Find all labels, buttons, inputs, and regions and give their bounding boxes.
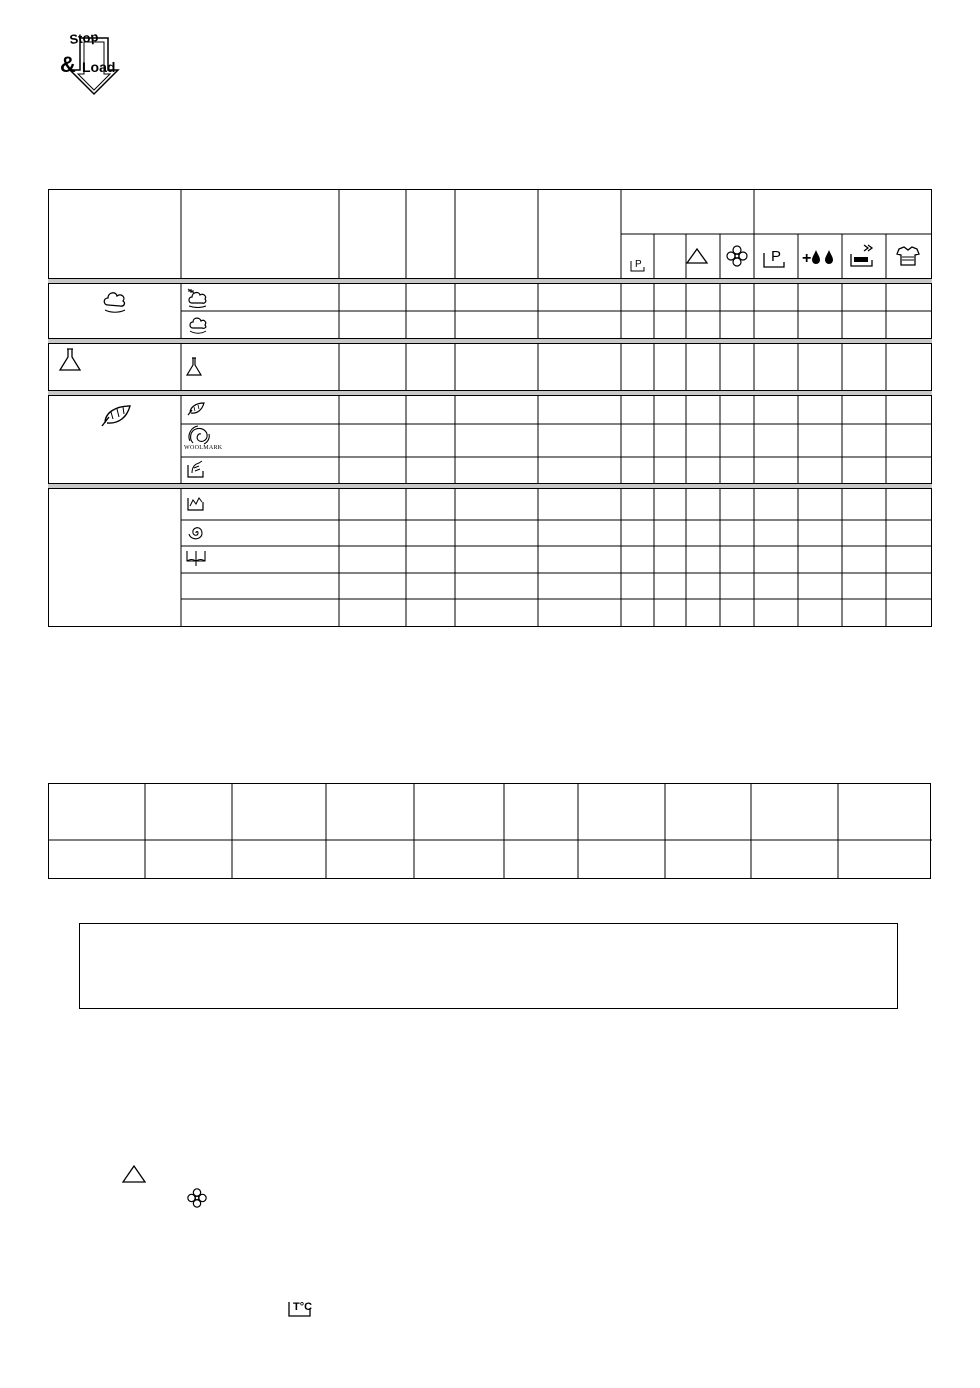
delicates-leaf-icon — [99, 403, 133, 429]
drain-icon — [185, 549, 207, 567]
temperature-label: T°C — [293, 1301, 313, 1313]
svg-text:+: + — [802, 250, 812, 267]
prewash-p-icon — [628, 253, 648, 275]
logo-text-amp: & — [60, 52, 76, 77]
spin-speed-table — [48, 783, 932, 880]
cotton-cloud-icon — [101, 287, 129, 315]
programme-table-grid — [48, 189, 932, 629]
cotton-icon — [188, 316, 208, 334]
logo-text-load: Load — [82, 59, 116, 75]
triangle-icon — [122, 1164, 146, 1184]
quick-wash-icon — [848, 242, 878, 268]
rinse-icon — [186, 492, 206, 512]
easy-iron-shirt-icon — [895, 245, 921, 267]
stop-and-load-logo — [58, 28, 122, 98]
woolmark-icon — [184, 425, 223, 455]
spin-speed-table-grid — [48, 783, 932, 880]
delicates-feather-icon — [186, 401, 206, 417]
svg-text:P: P — [635, 259, 642, 270]
temperature-icon — [287, 1296, 313, 1318]
logo-text-stop: Stop — [68, 29, 100, 47]
synthetics-icon — [185, 357, 203, 377]
handwash-icon — [186, 459, 206, 479]
note-box — [79, 923, 898, 1009]
synthetics-flask-icon — [58, 347, 82, 373]
prewash-icon — [762, 243, 788, 269]
spin-icon — [187, 524, 205, 542]
flower-icon — [186, 1187, 208, 1209]
eco-cotton-icon — [186, 288, 208, 308]
extra-rinse-drops-icon — [802, 246, 838, 268]
flower-icon — [725, 244, 749, 268]
woolmark-label: WOOLMARK — [184, 445, 223, 451]
triangle-icon — [686, 247, 708, 265]
svg-text:P: P — [771, 248, 782, 265]
programme-table — [48, 189, 932, 629]
